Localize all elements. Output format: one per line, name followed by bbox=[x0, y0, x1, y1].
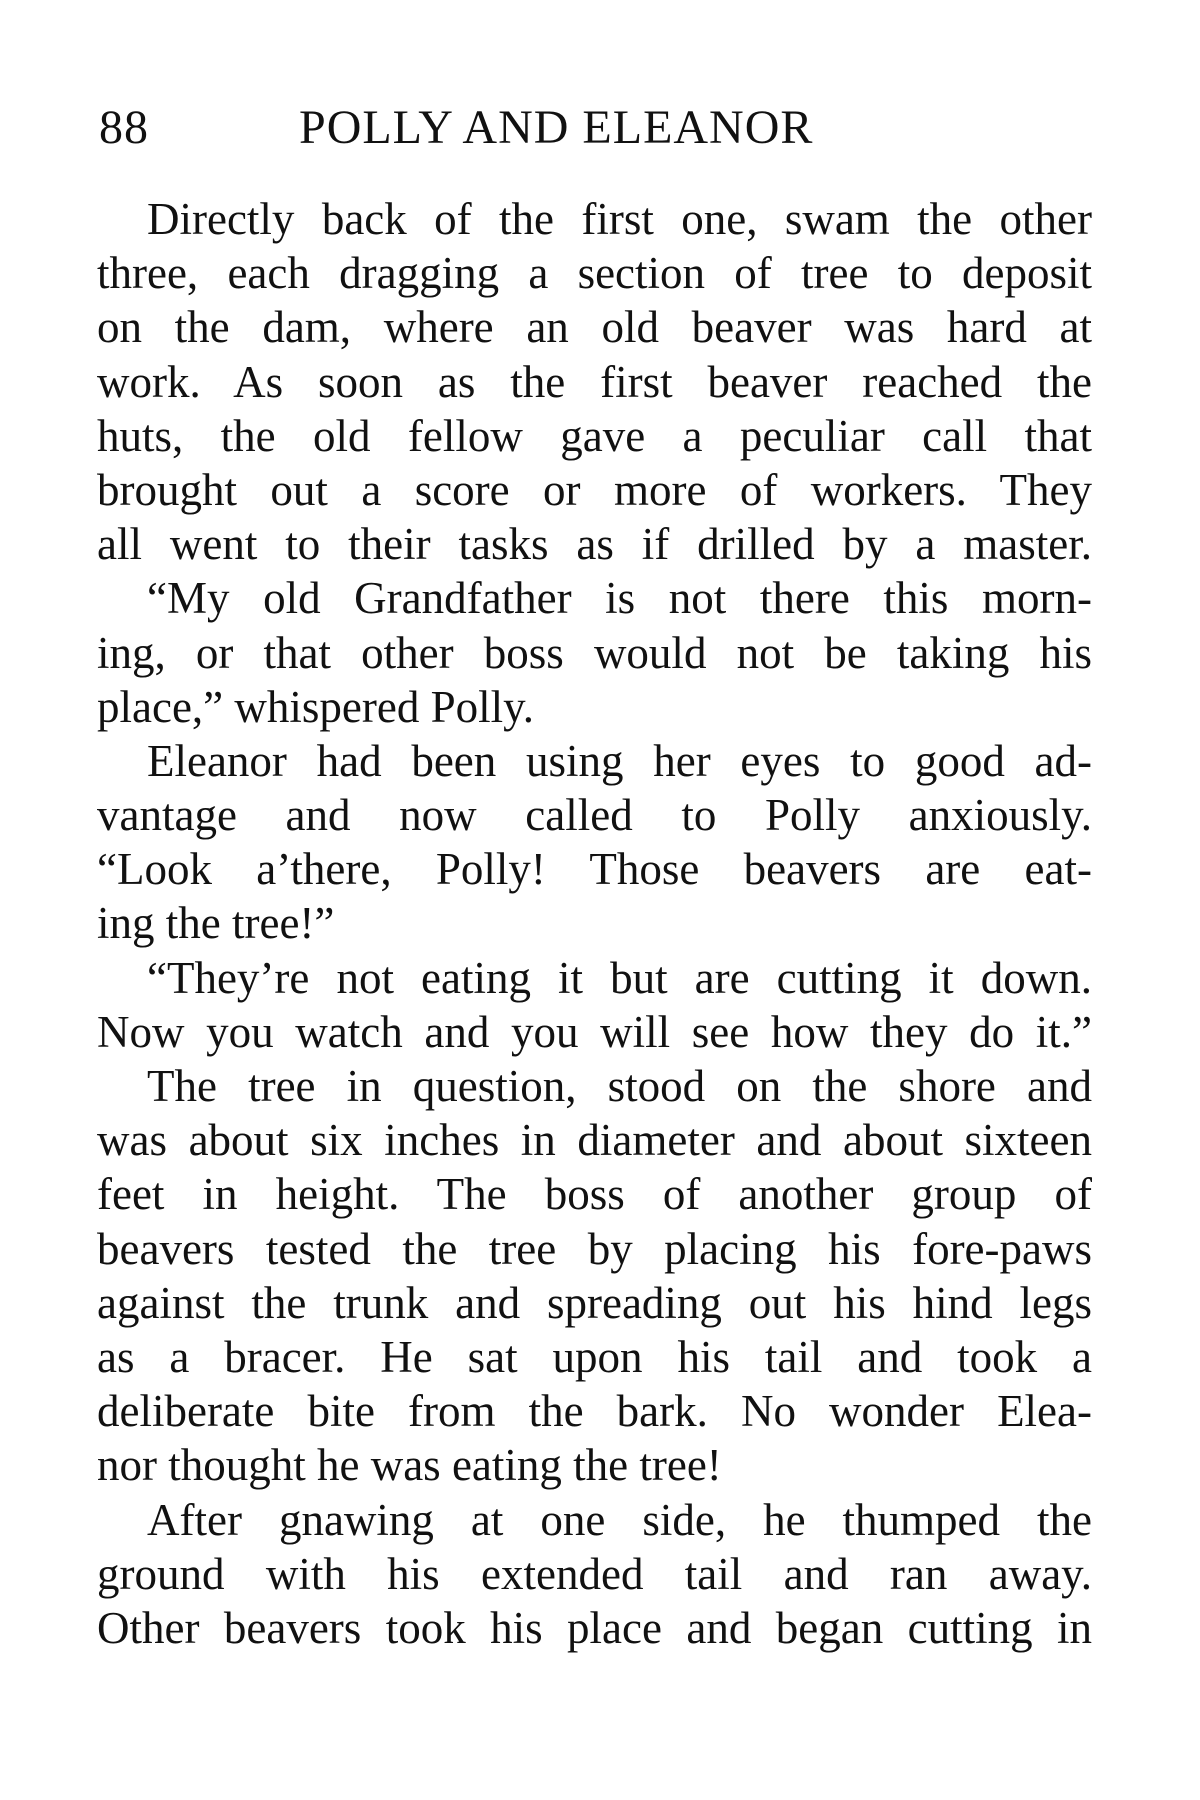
text-line: ground with his extended tail and ran away. bbox=[97, 1548, 1092, 1599]
text-line: vantage and now called to Polly anxiously. bbox=[97, 790, 1092, 841]
text-line: on the dam, where an old beaver was hard at bbox=[97, 302, 1092, 353]
text-line: Now you watch and you will see how they do it.” bbox=[97, 1006, 1092, 1057]
running-head bbox=[99, 98, 1099, 158]
text-line: place,” whispered Polly. bbox=[97, 681, 534, 732]
page-number: 88 bbox=[99, 101, 149, 154]
paragraph-cutting-down bbox=[97, 951, 1092, 1059]
text-line: The tree in question, stood on the shore and bbox=[147, 1061, 1092, 1111]
text-line: “They’re not eating it but are cutting it down. bbox=[147, 952, 1092, 1003]
text-line: “Look a’there, Polly! Those beavers are eat- bbox=[97, 844, 1092, 895]
paragraph-grandfather bbox=[97, 571, 1092, 734]
text-line: After gnawing at one side, he thumped the bbox=[147, 1494, 1092, 1545]
text-line: ing, or that other boss would not be taking his bbox=[97, 627, 1092, 678]
text-line: nor thought he was eating the tree! bbox=[97, 1440, 722, 1491]
text-line: ing the tree!” bbox=[97, 898, 335, 949]
paragraph-tree-description bbox=[97, 1059, 1092, 1493]
body-text bbox=[97, 192, 1092, 1655]
paragraph-after-gnawing bbox=[97, 1493, 1092, 1656]
text-line: huts, the old fellow gave a peculiar call that bbox=[97, 410, 1092, 461]
text-line: deliberate bite from the bark. No wonder Elea- bbox=[97, 1386, 1092, 1437]
text-line: feet in height. The boss of another group of bbox=[97, 1169, 1092, 1220]
text-line: three, each dragging a section of tree to deposit bbox=[97, 248, 1092, 299]
paragraph-eleanor-looks bbox=[97, 734, 1092, 951]
text-line: was about six inches in diameter and about sixteen bbox=[97, 1115, 1092, 1166]
text-line: Eleanor had been using her eyes to good ad- bbox=[147, 735, 1092, 786]
text-line: “My old Grandfather is not there this morn- bbox=[147, 573, 1092, 624]
text-line: against the trunk and spreading out his hind legs bbox=[97, 1277, 1092, 1328]
text-line: brought out a score or more of workers. They bbox=[97, 464, 1092, 515]
text-line: beavers tested the tree by placing his fore-paws bbox=[97, 1223, 1092, 1274]
text-line: Other beavers took his place and began cutting in bbox=[97, 1602, 1092, 1653]
paragraph-beavers-swimming bbox=[97, 192, 1092, 571]
text-line: work. As soon as the first beaver reached the bbox=[97, 356, 1092, 407]
text-line: all went to their tasks as if drilled by a master. bbox=[97, 519, 1092, 570]
text-line: as a bracer. He sat upon his tail and took a bbox=[97, 1331, 1092, 1382]
running-title: POLLY AND ELEANOR bbox=[299, 101, 814, 154]
text-line: Directly back of the first one, swam the other bbox=[147, 194, 1092, 244]
